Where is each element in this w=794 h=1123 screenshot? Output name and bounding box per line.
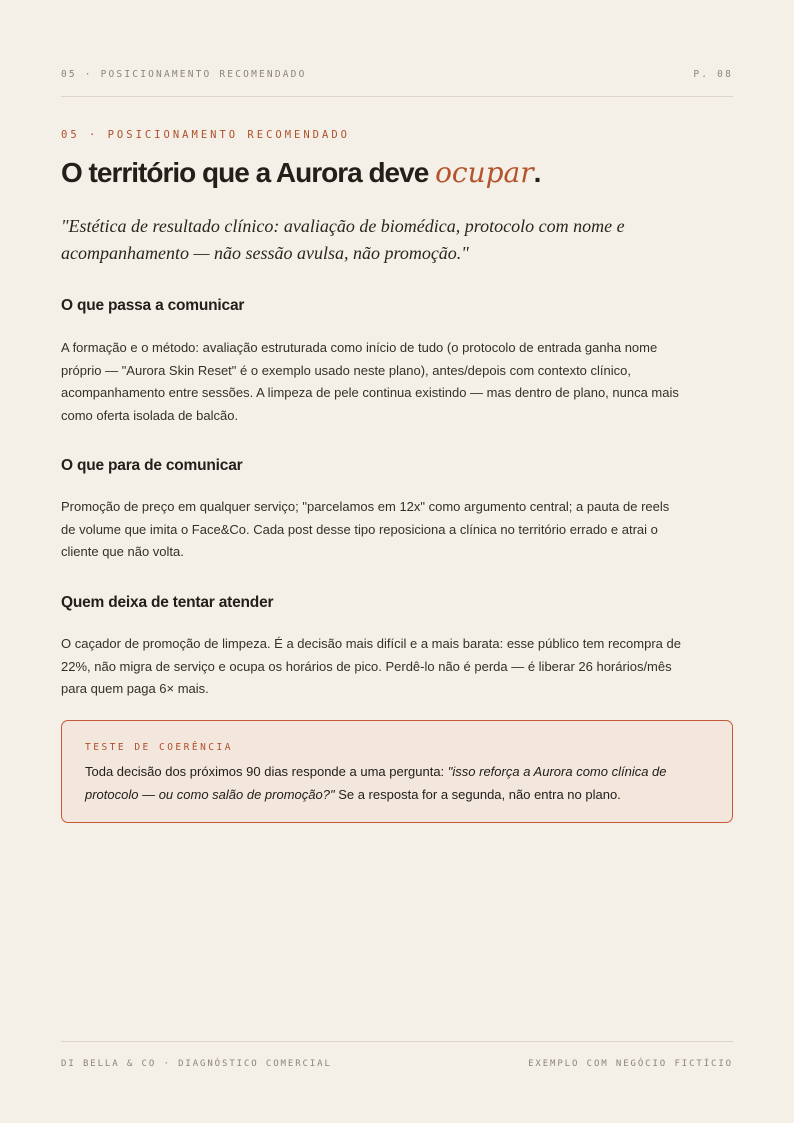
page-title bbox=[61, 156, 540, 189]
document-page bbox=[61, 0, 733, 1123]
footer-right-label: EXEMPLO COM NEGÓCIO FICTÍCIO bbox=[528, 1059, 733, 1069]
callout-text-before: Toda decisão dos próximos 90 dias responde a uma pergunta: bbox=[85, 764, 448, 779]
header-divider bbox=[61, 96, 733, 97]
header-page-number: P. 08 bbox=[693, 68, 733, 80]
heading-stop-serving: Quem deixa de tentar atender bbox=[61, 594, 274, 611]
callout-question: "isso reforça a Aurora como clínica de protocolo — ou como salão de promoção?" bbox=[85, 764, 667, 802]
positioning-quote: "Estética de resultado clínico: avaliação de biomédica, protocolo com nome e acompanhamento — não sessão avulsa, não promoção." bbox=[61, 216, 625, 263]
callout-text-after: Se a resposta for a segunda, não entra no plano. bbox=[334, 786, 621, 802]
coherence-test-callout bbox=[61, 720, 733, 823]
running-header bbox=[61, 68, 733, 80]
footer-left-label: DI BELLA & CO · DIAGNÓSTICO COMERCIAL bbox=[61, 1059, 332, 1069]
running-footer bbox=[61, 1058, 733, 1070]
callout-text bbox=[85, 761, 705, 806]
title-end: . bbox=[533, 157, 541, 188]
heading-communicate: O que passa a comunicar bbox=[61, 297, 245, 314]
paragraph-stop-serving: O caçador de promoção de limpeza. É a decisão mais difícil e a mais barata: esse público tem recompra de 22%, não migra de serviço e ocupa os horários de pico. Perdê-lo não é perda — é liberar 26 horários/mês para quem paga 6× mais. bbox=[61, 636, 681, 696]
section-eyebrow: 05 · POSICIONAMENTO RECOMENDADO bbox=[61, 129, 350, 141]
header-section-label: 05 · POSICIONAMENTO RECOMENDADO bbox=[61, 68, 307, 80]
title-main: O território que a Aurora deve bbox=[61, 157, 436, 188]
callout-label: TESTE DE COERÊNCIA bbox=[85, 742, 233, 753]
heading-stop-communicating: O que para de comunicar bbox=[61, 457, 243, 474]
title-emphasis: ocupar bbox=[435, 156, 534, 189]
footer-divider bbox=[61, 1041, 733, 1042]
paragraph-stop-communicating: Promoção de preço em qualquer serviço; "parcelamos em 12x" como argumento central; a pauta de reels de volume que imita o Face&Co. Cada post desse tipo reposiciona a clínica no território errado e atrai o cliente que não volta. bbox=[61, 499, 670, 559]
paragraph-communicate: A formação e o método: avaliação estruturada como início de tudo (o protocolo de entrada ganha nome próprio — "Aurora Skin Reset" é o exemplo usado neste plano), antes/depois com contexto clínico, acompanhamento entre sessões. A limpeza de pele continua existindo — mas dentro de plano, nunca mais como oferta isolada de balcão. bbox=[61, 340, 679, 423]
